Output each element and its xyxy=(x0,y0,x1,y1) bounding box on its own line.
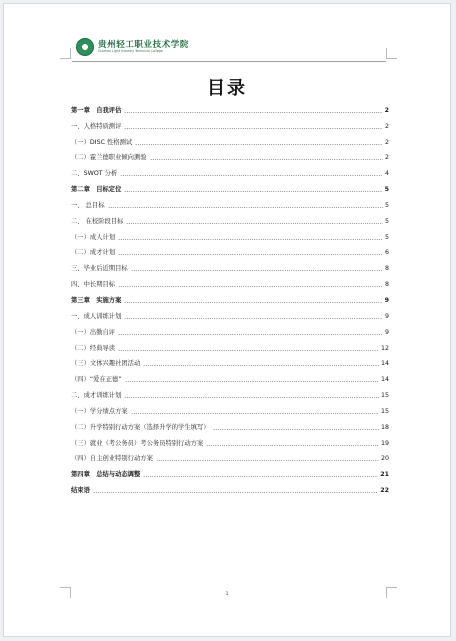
toc-entry-title: （三）就业（考公务员）考公务员特别行动方案 xyxy=(71,439,204,447)
toc-entry-page: 8 xyxy=(384,281,389,289)
college-name-en: Guizhou Light Industry Technical College xyxy=(98,49,163,54)
toc-dot-leader xyxy=(118,334,383,335)
toc-entry-page: 18 xyxy=(380,423,389,431)
toc-entry[interactable] xyxy=(71,401,389,417)
toc-dot-leader xyxy=(143,476,378,477)
toc-entry[interactable] xyxy=(71,480,389,496)
toc-entry-title: 三、毕业后近期目标 xyxy=(71,265,128,273)
toc-entry-page: 5 xyxy=(384,201,389,209)
toc-entry[interactable] xyxy=(71,163,389,179)
college-name-cn: 贵州轻工职业技术学院 xyxy=(98,39,190,50)
toc-entry[interactable] xyxy=(71,354,389,370)
toc-dot-leader xyxy=(124,191,382,192)
toc-title: 目录 xyxy=(207,78,247,99)
toc-entry[interactable] xyxy=(71,148,389,164)
toc-dot-leader xyxy=(118,350,379,351)
toc-entry-page: 14 xyxy=(380,376,389,384)
toc-dot-leader xyxy=(124,397,379,398)
toc-entry-title: （三）文体兴趣社团活动 xyxy=(71,360,141,368)
toc-entry[interactable] xyxy=(71,290,389,306)
toc-dot-leader xyxy=(143,365,379,366)
toc-dot-leader xyxy=(124,302,382,303)
toc-entry[interactable] xyxy=(71,433,389,449)
toc-entry-page: 22 xyxy=(380,487,389,495)
toc-entry-title: 二、成才训练计划 xyxy=(71,392,122,400)
toc-entry-page: 8 xyxy=(384,265,389,273)
toc-entry-page: 2 xyxy=(384,154,389,162)
toc-entry[interactable] xyxy=(71,338,389,354)
toc-entry-page: 5 xyxy=(384,233,389,241)
toc-entry[interactable] xyxy=(71,195,389,211)
toc-entry[interactable] xyxy=(71,211,389,227)
toc-entry-title: 二、 在校阶段目标 xyxy=(71,217,124,225)
toc-dot-leader xyxy=(108,207,383,208)
toc-dot-leader xyxy=(118,286,383,287)
college-logo xyxy=(98,41,189,54)
toc-entry-page: 5 xyxy=(384,217,389,225)
toc-entry[interactable] xyxy=(71,322,389,338)
page-header xyxy=(76,34,189,60)
document-page xyxy=(3,3,451,637)
toc-entry[interactable] xyxy=(71,116,389,132)
toc-entry-page: 14 xyxy=(380,360,389,368)
toc-entry[interactable] xyxy=(71,385,389,401)
toc-entry-title: （一）DISC 性格测试 xyxy=(71,138,133,146)
toc-entry-page: 9 xyxy=(384,328,389,336)
toc-entry-page: 15 xyxy=(380,407,389,415)
toc-entry[interactable] xyxy=(71,258,389,274)
toc-entry[interactable] xyxy=(71,464,389,480)
toc-entry-title: 一、人格特质测评 xyxy=(71,122,122,130)
toc-entry[interactable] xyxy=(71,243,389,259)
toc-entry[interactable] xyxy=(71,449,389,465)
toc-entry[interactable] xyxy=(71,100,389,116)
toc-entry-title: 第四章 总结与动态调整 xyxy=(71,471,141,479)
toc-entry-title: 第二章 目标定位 xyxy=(71,186,122,194)
toc-dot-leader xyxy=(120,175,383,176)
toc-dot-leader xyxy=(131,413,379,414)
toc-entry-page: 6 xyxy=(384,249,389,257)
toc-entry-page: 12 xyxy=(380,344,389,352)
toc-entry-title: 第三章 实施方案 xyxy=(71,296,122,304)
toc-entry[interactable] xyxy=(71,369,389,385)
toc-dot-leader xyxy=(124,318,383,319)
toc-entry-page: 4 xyxy=(384,170,389,178)
toc-dot-leader xyxy=(93,492,378,493)
toc-dot-leader xyxy=(213,429,379,430)
toc-entry-page: 9 xyxy=(384,296,389,304)
toc-entry-title: （二）霍兰德职业倾向测验 xyxy=(71,154,147,162)
toc-entry-page: 9 xyxy=(384,312,389,320)
toc-entry-title: （二）经典导读 xyxy=(71,344,116,352)
toc-entry-title: 四、中长期目标 xyxy=(71,281,116,289)
toc-entry-title: （四）“爱在正德” xyxy=(71,376,122,384)
toc-entry[interactable] xyxy=(71,417,389,433)
toc-entry[interactable] xyxy=(71,227,389,243)
toc-dot-leader xyxy=(126,223,383,224)
toc-dot-leader xyxy=(125,381,379,382)
toc-entry-title: 结束语 xyxy=(71,487,90,495)
toc-entry-page: 2 xyxy=(384,122,389,130)
toc-entry[interactable] xyxy=(71,179,389,195)
toc-entry-title: （二）升学特别行动方案（选择升学的学生填写） xyxy=(71,423,210,431)
toc-entry-title: （一）出勤自评 xyxy=(71,328,116,336)
header-divider xyxy=(72,61,386,62)
toc-dot-leader xyxy=(156,460,379,461)
toc-entry-title: （二）成才计划 xyxy=(71,249,116,257)
crop-mark-top-left xyxy=(60,48,71,59)
toc-entry[interactable] xyxy=(71,274,389,290)
toc-dot-leader xyxy=(124,128,383,129)
toc-entry-title: （四）自主创业特别行动方案 xyxy=(71,455,153,463)
toc-entry-page: 20 xyxy=(380,455,389,463)
toc-entry-title: 二、SWOT 分析 xyxy=(71,170,118,178)
toc-entry-title: 一、 总目标 xyxy=(71,201,105,209)
toc-entry[interactable] xyxy=(71,306,389,322)
toc-entry[interactable] xyxy=(71,132,389,148)
toc-entry-page: 5 xyxy=(384,186,389,194)
toc-dot-leader xyxy=(118,239,383,240)
toc-entry-title: （一）成人计划 xyxy=(71,233,116,241)
toc-dot-leader xyxy=(206,445,379,446)
page-number: 1 xyxy=(225,592,229,597)
toc-entry-page: 21 xyxy=(380,471,389,479)
toc-dot-leader xyxy=(135,144,383,145)
crop-mark-top-right xyxy=(386,48,397,59)
toc-dot-leader xyxy=(118,254,383,255)
toc-dot-leader xyxy=(124,112,382,113)
toc-entry-page: 15 xyxy=(380,392,389,400)
toc-entry-title: 第一章 自我评估 xyxy=(71,106,122,114)
table-of-contents xyxy=(71,100,389,496)
toc-entry-page: 19 xyxy=(380,439,389,447)
toc-entry-page: 2 xyxy=(384,138,389,146)
toc-entry-title: （一）学分绩点方案 xyxy=(71,407,128,415)
toc-entry-page: 2 xyxy=(384,106,389,114)
college-emblem-icon xyxy=(76,38,94,56)
toc-dot-leader xyxy=(131,270,383,271)
toc-entry-title: 一、成人训练计划 xyxy=(71,312,122,320)
toc-dot-leader xyxy=(150,159,383,160)
